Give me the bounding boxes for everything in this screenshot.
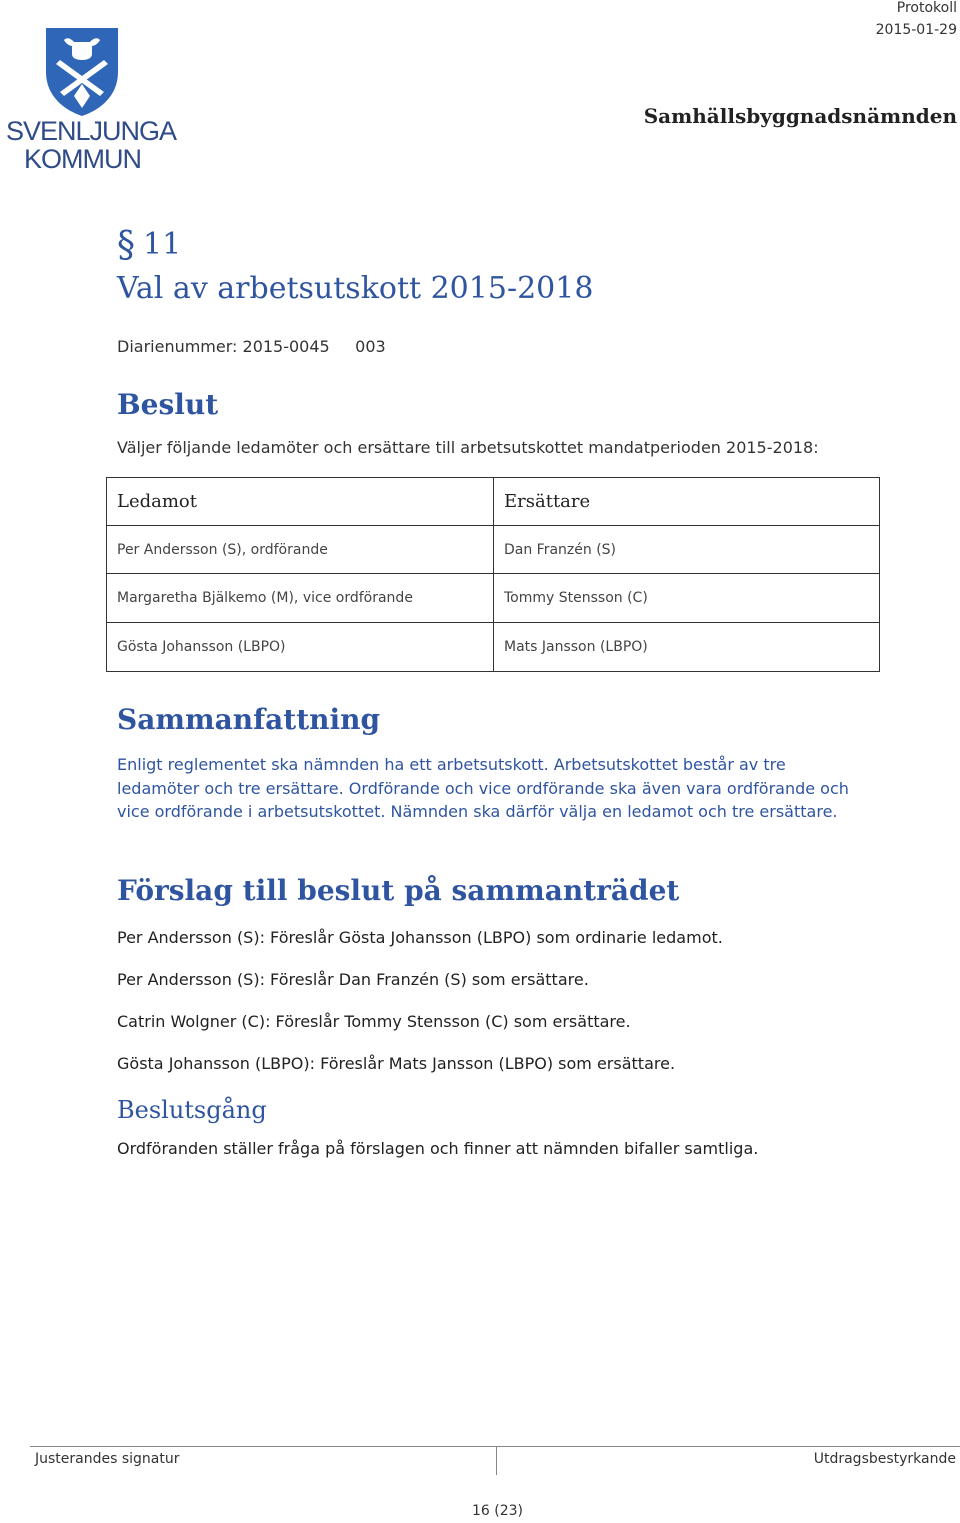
proposal-item: Per Andersson (S): Föreslår Gösta Johansson (LBPO) som ordinarie ledamot. — [117, 928, 723, 947]
beslut-intro: Väljer följande ledamöter och ersättare till arbetsutskottet mandatperioden 2015-2018: — [117, 438, 819, 457]
footer-divider — [30, 1446, 960, 1447]
proposal-item: Gösta Johansson (LBPO): Föreslår Mats Jansson (LBPO) som ersättare. — [117, 1054, 676, 1073]
table-cell: Mats Jansson (LBPO) — [494, 623, 880, 672]
proposal-item: Per Andersson (S): Föreslår Dan Franzén (S) som ersättare. — [117, 970, 589, 989]
table-row — [107, 525, 880, 574]
heading-beslutsgang: Beslutsgång — [117, 1096, 267, 1124]
heading-sammanfattning: Sammanfattning — [117, 703, 381, 736]
document-type: Protokoll — [896, 0, 957, 16]
table-header-row — [107, 478, 880, 526]
beslutsgang-text: Ordföranden ställer fråga på förslagen och finner att nämnden bifaller samtliga. — [117, 1139, 759, 1158]
sammanfattning-text: Enligt reglementet ska nämnden ha ett arbetsutskott. Arbetsutskottet består av tre ledamöter och tre ersättare. Ordförande och vice ordförande ska även vara ordförande och vice ordförande i arbetsutskottet. Nämnden ska därför välja en ledamot och tre ersättare. — [117, 755, 849, 821]
table-cell: Margaretha Bjälkemo (M), vice ordförande — [107, 574, 494, 623]
organization-name: Samhällsbyggnadsnämnden — [643, 104, 957, 128]
paragraph-symbol: § — [117, 225, 135, 266]
logo-text-line2: KOMMUN — [24, 144, 141, 174]
column-header-ledamot: Ledamot — [107, 478, 494, 526]
members-table — [106, 477, 880, 672]
table-row — [107, 623, 880, 672]
footer-certification-label: Utdragsbestyrkande — [813, 1451, 956, 1467]
page-number: 16 (23) — [472, 1503, 524, 1519]
heading-beslut: Beslut — [117, 388, 219, 421]
table-cell: Dan Franzén (S) — [494, 525, 880, 574]
column-header-ersattare: Ersättare — [494, 478, 880, 526]
proposal-item: Catrin Wolgner (C): Föreslår Tommy Stensson (C) som ersättare. — [117, 1012, 631, 1031]
heading-forslag: Förslag till beslut på sammanträdet — [117, 874, 680, 907]
section-title: Val av arbetsutskott 2015-2018 — [117, 271, 594, 306]
table-cell: Per Andersson (S), ordförande — [107, 525, 494, 574]
footer-vertical-divider — [496, 1446, 497, 1475]
table-cell: Tommy Stensson (C) — [494, 574, 880, 623]
table-row — [107, 574, 880, 623]
footer-signature-label: Justerandes signatur — [35, 1451, 180, 1467]
coat-of-arms-icon — [42, 26, 122, 116]
document-date: 2015-01-29 — [875, 22, 957, 38]
logo-text-line1: SVENLJUNGA — [6, 116, 177, 146]
diarienummer: Diarienummer: 2015-0045 003 — [117, 337, 386, 356]
table-cell: Gösta Johansson (LBPO) — [107, 623, 494, 672]
section-number: 11 — [143, 227, 182, 262]
